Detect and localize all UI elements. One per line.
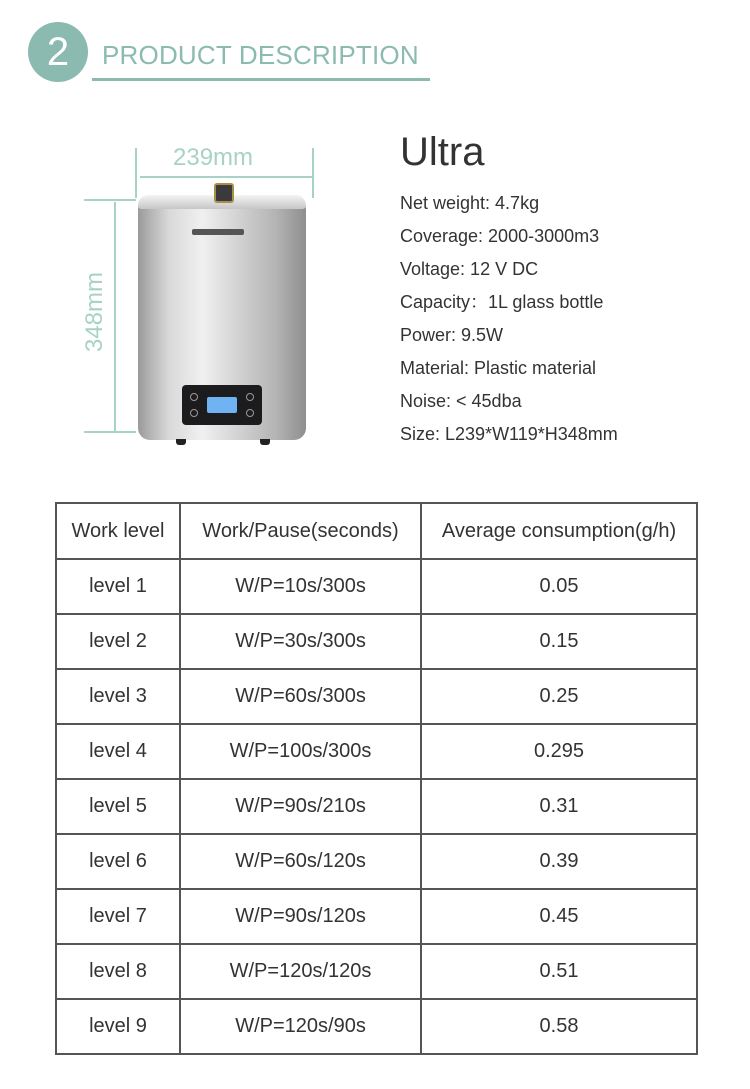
column-header-work-level: Work level (56, 503, 180, 559)
table-row (56, 559, 697, 614)
column-header-average-consumption: Average consumption(g/h) (421, 503, 697, 559)
device-button-icon (246, 409, 254, 417)
section-title: PRODUCT DESCRIPTION (102, 40, 419, 70)
table-row (56, 944, 697, 999)
spec-list (400, 190, 618, 454)
device-cap (214, 183, 234, 203)
spec-power: Power: 9.5W (400, 325, 504, 345)
section-underline (92, 78, 430, 81)
cell-work-level: level 2 (56, 614, 180, 669)
device-logo (192, 229, 244, 235)
column-header-work-pause: Work/Pause(seconds) (180, 503, 421, 559)
table-row (56, 889, 697, 944)
device-lcd-screen (207, 397, 237, 413)
product-name: Ultra (400, 130, 485, 174)
width-dimension-line (140, 176, 313, 178)
height-dimension-label: 348mm (81, 271, 109, 353)
cell-work-pause: W/P=90s/210s (180, 779, 421, 834)
height-dimension-tick-top (84, 199, 136, 201)
table-row (56, 669, 697, 724)
device-image (138, 195, 306, 440)
cell-work-pause: W/P=120s/120s (180, 944, 421, 999)
cell-work-pause: W/P=60s/120s (180, 834, 421, 889)
table-row (56, 614, 697, 669)
cell-consumption: 0.15 (421, 614, 697, 669)
cell-work-level: level 3 (56, 669, 180, 724)
cell-consumption: 0.58 (421, 999, 697, 1054)
cell-consumption: 0.25 (421, 669, 697, 724)
spec-size: Size: L239*W119*H348mm (400, 424, 618, 444)
cell-work-level: level 6 (56, 834, 180, 889)
cell-work-level: level 8 (56, 944, 180, 999)
device-button-icon (190, 393, 198, 401)
cell-work-pause: W/P=10s/300s (180, 559, 421, 614)
cell-consumption: 0.05 (421, 559, 697, 614)
device-foot (260, 439, 270, 445)
table-row (56, 834, 697, 889)
width-dimension-label: 239mm (173, 144, 254, 171)
product-figure (0, 140, 340, 460)
width-dimension-tick-right (312, 148, 314, 198)
spec-noise: Noise: < 45dba (400, 391, 522, 411)
spec-capacity: Capacity：1L glass bottle (400, 292, 604, 312)
cell-work-pause: W/P=60s/300s (180, 669, 421, 724)
cell-work-pause: W/P=100s/300s (180, 724, 421, 779)
cell-work-level: level 4 (56, 724, 180, 779)
section-number-badge: 2 (28, 22, 88, 82)
cell-consumption: 0.39 (421, 834, 697, 889)
cell-work-level: level 7 (56, 889, 180, 944)
table-row (56, 724, 697, 779)
table-row (56, 999, 697, 1054)
cell-work-pause: W/P=30s/300s (180, 614, 421, 669)
cell-consumption: 0.51 (421, 944, 697, 999)
work-level-table (55, 502, 698, 1055)
cell-work-pause: W/P=120s/90s (180, 999, 421, 1054)
height-dimension-line (114, 202, 116, 432)
cell-work-level: level 9 (56, 999, 180, 1054)
section-header (28, 20, 430, 84)
cell-work-level: level 5 (56, 779, 180, 834)
device-button-icon (246, 393, 254, 401)
device-control-panel (182, 385, 262, 425)
cell-work-pause: W/P=90s/120s (180, 889, 421, 944)
cell-consumption: 0.31 (421, 779, 697, 834)
cell-consumption: 0.295 (421, 724, 697, 779)
height-dimension-tick-bottom (84, 431, 136, 433)
device-foot (176, 439, 186, 445)
spec-voltage: Voltage: 12 V DC (400, 259, 539, 279)
table-header-row (56, 503, 697, 559)
spec-material: Material: Plastic material (400, 358, 597, 378)
width-dimension-tick-left (135, 148, 137, 198)
device-button-icon (190, 409, 198, 417)
spec-coverage: Coverage: 2000-3000m3 (400, 226, 600, 246)
spec-net-weight: Net weight: 4.7kg (400, 193, 540, 213)
cell-consumption: 0.45 (421, 889, 697, 944)
cell-work-level: level 1 (56, 559, 180, 614)
table-row (56, 779, 697, 834)
